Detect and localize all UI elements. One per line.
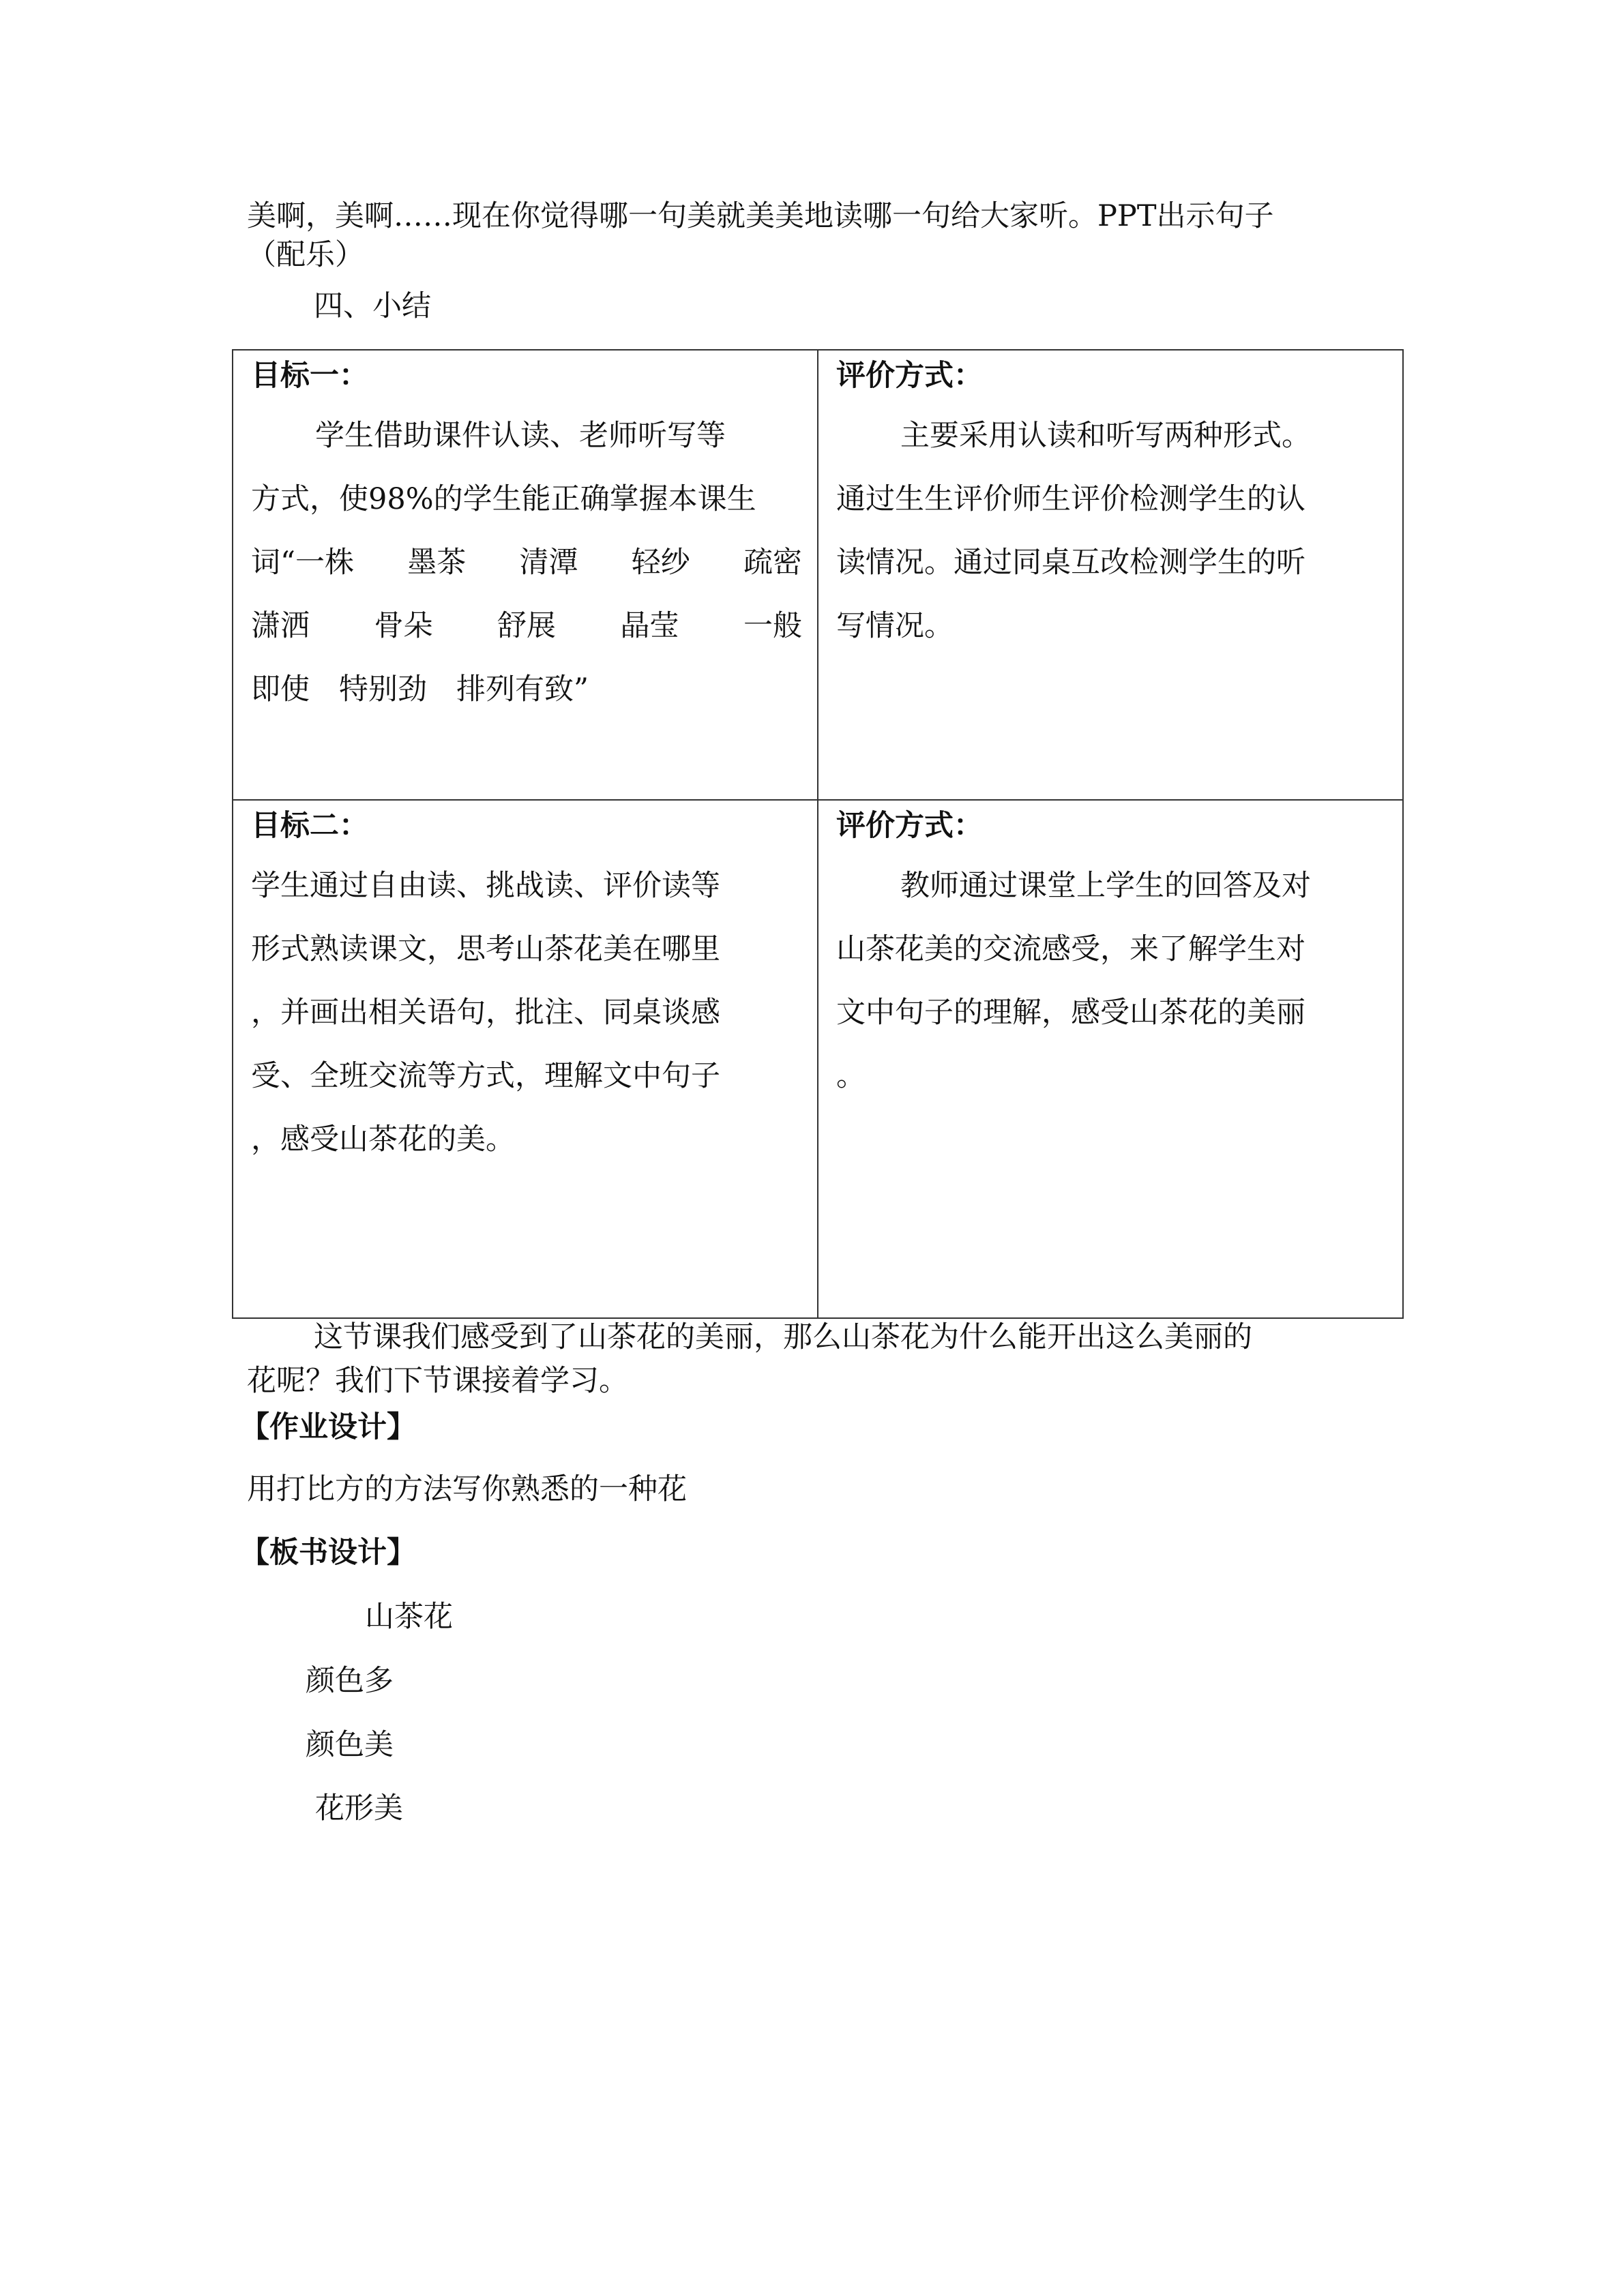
- goal-2-line: ，感受山茶花的美。: [251, 1122, 515, 1157]
- evaluation-2-line: 。: [836, 1059, 866, 1093]
- board-item: 花形美: [315, 1791, 403, 1825]
- goal-1-vocab-row: [251, 548, 802, 578]
- goal-2-line: 学生通过自由读、挑战读、评价读等: [251, 869, 720, 903]
- goal-2-line: 受、全班交流等方式，理解文中句子: [251, 1059, 720, 1093]
- evaluation-1-line: 通过生生评价师生评价检测学生的认: [836, 482, 1305, 516]
- vocab-word: 潇洒: [251, 609, 310, 643]
- board-item: 颜色多: [306, 1664, 394, 1698]
- vocab-word: 一般: [743, 609, 802, 643]
- evaluation-1-line: 主要采用认读和听写两种形式。: [900, 419, 1311, 453]
- evaluation-2-line: 教师通过课堂上学生的回答及对: [900, 869, 1311, 903]
- goal-1-line: 学生借助课件认读、老师听写等: [315, 419, 726, 453]
- goal-1-title: 目标一：: [251, 359, 368, 393]
- goal-1-line: 方式，使98%的学生能正确掌握本课生: [251, 482, 756, 516]
- evaluation-2-line: 文中句子的理解，感受山茶花的美丽: [836, 996, 1305, 1030]
- evaluation-1-title: 评价方式：: [836, 359, 983, 393]
- goal-2-cell: [233, 800, 818, 1318]
- goal-2-line: ，并画出相关语句，批注、同桌谈感: [251, 996, 720, 1030]
- goals-evaluation-table: [232, 349, 1404, 1319]
- vocab-word: 清潭: [519, 546, 578, 580]
- goal-1-line: 即使 特别劲 排列有致”: [251, 672, 589, 706]
- evaluation-2-line: 山茶花美的交流感受，来了解学生对: [836, 932, 1305, 966]
- section-heading: 四、小结: [314, 289, 431, 323]
- goal-1-cell: [233, 350, 818, 800]
- vocab-word: 词“一株: [251, 546, 354, 580]
- vocab-word: 舒展: [497, 609, 556, 643]
- paragraph-line: （配乐）: [247, 238, 364, 272]
- goal-1-vocab-row: [251, 609, 802, 643]
- evaluation-2-cell: [818, 800, 1403, 1318]
- vocab-word: 骨朵: [374, 609, 433, 643]
- paragraph-line: 美啊，美啊……现在你觉得哪一句美就美美地读哪一句给大家听。PPT出示句子: [247, 199, 1274, 233]
- paragraph-line: 这节课我们感受到了山茶花的美丽，那么山茶花为什么能开出这么美丽的: [314, 1320, 1252, 1354]
- goal-2-line: 形式熟读课文，思考山茶花美在哪里: [251, 932, 720, 966]
- evaluation-1-line: 读情况。通过同桌互改检测学生的听: [836, 546, 1305, 580]
- evaluation-1-line: 写情况。: [836, 609, 954, 643]
- board-item: 颜色美: [306, 1728, 394, 1762]
- vocab-word: 轻纱: [631, 546, 690, 580]
- vocab-word: 墨茶: [407, 546, 467, 580]
- vocab-word: 晶莹: [620, 609, 679, 643]
- board-heading: 【板书设计】: [240, 1536, 416, 1570]
- homework-heading: 【作业设计】: [240, 1410, 416, 1444]
- paragraph-line: 花呢？我们下节课接着学习。: [247, 1364, 628, 1398]
- evaluation-2-title: 评价方式：: [836, 809, 983, 843]
- homework-text: 用打比方的方法写你熟悉的一种花: [247, 1472, 687, 1506]
- board-title: 山茶花: [365, 1600, 453, 1634]
- vocab-word: 疏密: [743, 546, 802, 580]
- evaluation-1-cell: [818, 350, 1403, 800]
- goal-2-title: 目标二：: [251, 809, 368, 843]
